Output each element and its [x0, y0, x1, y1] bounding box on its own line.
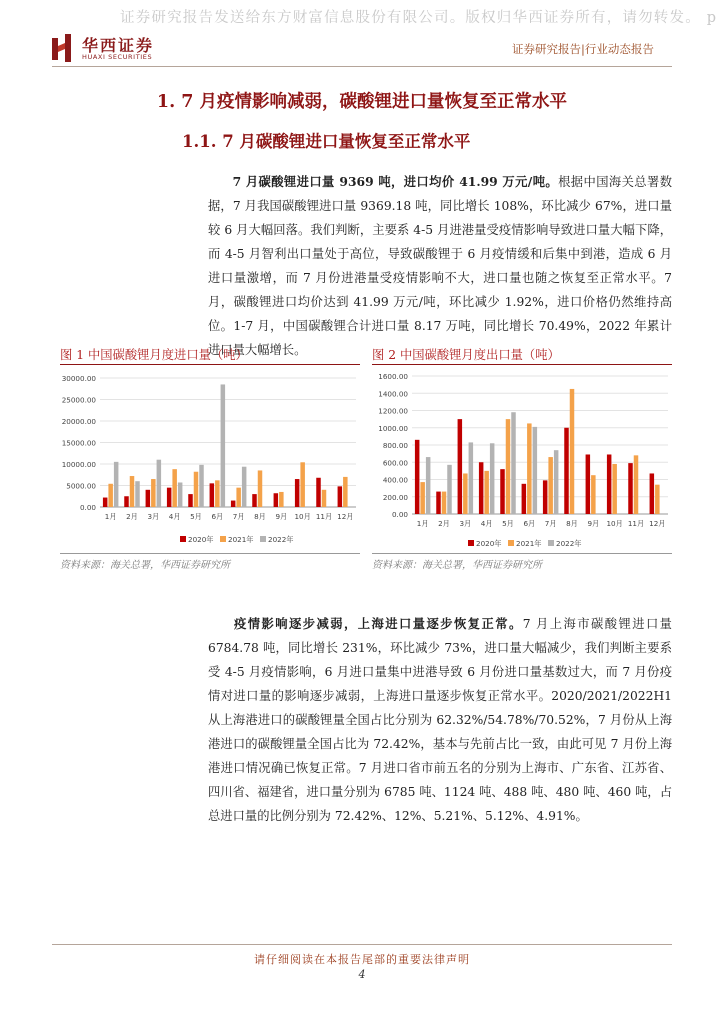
x-tick-label: 10月	[294, 512, 311, 521]
figure1-rule	[60, 364, 360, 365]
figure2-rule	[372, 364, 672, 365]
bar-2022年-3月	[469, 442, 474, 514]
bar-2022年-1月	[426, 457, 431, 514]
bar-2022年-6月	[221, 384, 226, 507]
legal-notice: 请仔细阅读在本报告尾部的重要法律声明	[254, 953, 470, 966]
bar-2020年-12月	[650, 473, 655, 514]
export-chart	[372, 368, 672, 550]
x-tick-label: 1月	[104, 512, 117, 521]
bar-2020年-2月	[436, 492, 441, 514]
legend-swatch	[468, 540, 474, 546]
export-chart-x-axis	[417, 519, 666, 528]
y-tick-label: 1400.00	[378, 389, 408, 399]
y-tick-label: 1600.00	[378, 372, 408, 381]
bar-2021年-12月	[343, 477, 348, 507]
x-tick-label: 7月	[232, 512, 245, 521]
logo-name-en: HUAXI SECURITIES	[82, 53, 153, 61]
legend-swatch	[548, 540, 554, 546]
x-tick-label: 12月	[649, 519, 666, 528]
bar-2022年-3月	[157, 460, 162, 507]
x-tick-label: 5月	[502, 519, 514, 528]
logo-name-cn: 华西证券	[82, 36, 155, 55]
legend-label: 2022年	[556, 539, 582, 548]
bar-2021年-9月	[279, 492, 284, 507]
y-tick-label: 0.00	[391, 510, 408, 519]
bar-2021年-10月	[612, 464, 617, 514]
report-type-tag: 证券研究报告|行业动态报告	[512, 42, 654, 56]
y-tick-label: 20000.00	[61, 417, 96, 426]
bar-2020年-7月	[231, 501, 236, 507]
bar-2021年-11月	[634, 455, 639, 514]
paragraph-lead: 疫情影响逐步减弱，上海进口量逐步恢复正常。	[232, 616, 523, 631]
bar-2021年-7月	[236, 488, 241, 507]
y-tick-label: 25000.00	[61, 395, 96, 405]
section-heading: 1. 7 月疫情影响减弱，碳酸锂进口量恢复至正常水平	[156, 92, 568, 112]
bar-2020年-4月	[167, 488, 172, 507]
bar-2021年-12月	[655, 485, 660, 514]
figure1-title: 图 1 中国碳酸锂月度进口量（吨）	[60, 348, 248, 362]
figure1-source-rule	[60, 553, 360, 554]
bar-2020年-9月	[586, 454, 591, 514]
bar-2022年-6月	[533, 427, 538, 514]
x-tick-label: 3月	[147, 512, 160, 521]
bar-2020年-10月	[607, 454, 612, 514]
bar-2020年-4月	[479, 462, 484, 514]
y-tick-label: 30000.00	[61, 374, 96, 383]
paragraph-body: 7 月上海市碳酸锂进口量 6784.78 吨，同比增长 231%，环比减少 73%，进口量大幅减少，我们判断主要系受 4-5 月疫情影响，6 月进口量集中进港导致 6 月份进口量基数过大，而 7 月份疫情对进口量的影响逐步减弱，上海进口量逐步恢复正常水平。2020/2021/2022H1 从上海港进口的碳酸锂量全国占比分别为 62.32%/54.78%/70.52%，7 月份从上海港进口的碳酸锂量全国占比为 72.42%，基本与先前占比一致，由此可见 7 月份上海港进口情况确已恢复正常。7 月进口省市前五名的分别为上海市、广东省、江苏省、四川省、福建省，进口量分别为 6785 吨、1124 吨、488 吨、480 吨、460 吨，占总进口量的比例分别为 72.42%、12%、5.21%、5.12%、4.91%。	[208, 617, 672, 823]
bar-2022年-7月	[554, 450, 559, 514]
legend-swatch	[180, 536, 186, 542]
legend-swatch	[220, 536, 226, 542]
bar-2021年-3月	[151, 479, 156, 507]
export-chart-y-axis	[378, 372, 408, 519]
bar-2021年-6月	[215, 480, 220, 507]
legend-label: 2020年	[476, 539, 502, 548]
bar-2021年-10月	[300, 462, 305, 507]
x-tick-label: 6月	[211, 512, 224, 521]
y-tick-label: 15000.00	[61, 438, 96, 448]
y-tick-label: 0.00	[79, 503, 96, 512]
bar-2020年-5月	[188, 494, 193, 507]
y-tick-label: 5000.00	[66, 481, 96, 491]
x-tick-label: 5月	[190, 512, 202, 521]
subsection-heading: 1.1. 7 月碳酸锂进口量恢复至正常水平	[182, 132, 471, 151]
figure2-title: 图 2 中国碳酸锂月度出口量（吨）	[372, 348, 560, 362]
paragraph-lead: 7 月碳酸锂进口量 9369 吨，进口均价 41.99 万元/吨。	[232, 174, 559, 189]
bar-2021年-4月	[172, 469, 177, 507]
y-tick-label: 1000.00	[378, 423, 408, 433]
bar-2021年-1月	[108, 484, 113, 507]
x-tick-label: 12月	[337, 512, 354, 521]
import-chart-legend	[180, 535, 293, 544]
x-tick-label: 11月	[315, 512, 333, 521]
bar-2021年-5月	[506, 419, 511, 514]
x-tick-label: 6月	[523, 519, 536, 528]
bar-2021年-2月	[442, 492, 447, 514]
import-chart	[60, 368, 360, 550]
export-chart-legend	[468, 539, 581, 548]
bar-2020年-6月	[210, 483, 215, 507]
bar-2020年-6月	[522, 484, 527, 514]
import-chart-bars	[103, 384, 348, 507]
paragraph-body: 根据中国海关总署数据，7 月我国碳酸锂进口量 9369.18 吨，同比增长 108%，环比减少 67%，进口量较 6 月大幅回落。我们判断，主要系 4-5 月进港量受疫情影响导致进口量大幅下降，而 4-5 月智利出口量处于高位，导致碳酸锂于 6 月疫情缓和后集中到港，造成 6 月进口量激增，而 7 月份进港量受疫情影响不大，进口量也随之恢复至正常水平。7 月，碳酸锂进口均价达到 41.99 万元/吨，环比减少 1.92%，进口价格仍然维持高位。1-7 月，中国碳酸锂合计进口量 8.17 万吨，同比增长 70.49%，2022 年累计进口量大幅增长。	[208, 175, 672, 357]
bar-2022年-4月	[490, 443, 495, 514]
footer-divider	[52, 944, 672, 945]
x-tick-label: 1月	[416, 519, 429, 528]
bar-2020年-8月	[564, 428, 569, 514]
import-chart-y-axis	[62, 374, 97, 512]
bar-2020年-11月	[316, 478, 321, 507]
bar-2020年-1月	[103, 498, 108, 507]
bar-2022年-5月	[199, 465, 204, 507]
bar-2020年-3月	[146, 490, 151, 507]
bar-2021年-6月	[527, 423, 532, 514]
import-chart-x-axis	[105, 512, 354, 521]
bar-2020年-8月	[252, 494, 257, 507]
figure2-source: 资料来源：海关总署，华西证券研究所	[372, 560, 542, 571]
bar-2020年-7月	[543, 480, 548, 514]
legend-label: 2020年	[188, 535, 214, 544]
legend-label: 2021年	[516, 539, 542, 548]
export-chart-bars	[415, 389, 660, 514]
bar-2020年-1月	[415, 440, 420, 514]
legend-swatch	[508, 540, 514, 546]
legend-label: 2022年	[268, 535, 294, 544]
paragraph-shanghai	[208, 612, 672, 828]
y-tick-label: 1200.00	[378, 406, 408, 416]
paragraph-import-summary	[208, 170, 672, 362]
bar-2021年-8月	[570, 389, 575, 514]
x-tick-label: 2月	[126, 512, 138, 521]
header-divider	[52, 66, 672, 67]
bar-2021年-8月	[258, 470, 263, 507]
y-tick-label: 400.00	[382, 475, 408, 485]
bar-2021年-3月	[463, 473, 468, 514]
bar-2022年-5月	[511, 412, 516, 514]
y-tick-label: 600.00	[382, 458, 408, 468]
x-tick-label: 10月	[606, 519, 623, 528]
bar-2022年-7月	[242, 467, 247, 507]
x-tick-label: 3月	[459, 519, 472, 528]
x-tick-label: 9月	[587, 519, 600, 528]
bar-2020年-2月	[124, 496, 129, 507]
bar-2022年-2月	[135, 481, 140, 507]
x-tick-label: 8月	[254, 512, 266, 521]
legend-swatch	[260, 536, 266, 542]
page-number: 4	[358, 968, 366, 981]
x-tick-label: 9月	[275, 512, 288, 521]
figure1-source: 资料来源：海关总署，华西证券研究所	[60, 560, 230, 571]
y-tick-label: 800.00	[382, 441, 408, 450]
bar-2022年-2月	[447, 465, 452, 514]
bar-2022年-1月	[114, 462, 119, 507]
x-tick-label: 8月	[566, 519, 578, 528]
x-tick-label: 2月	[438, 519, 450, 528]
bar-2020年-9月	[274, 493, 279, 507]
bar-2022年-4月	[178, 482, 183, 507]
bar-2021年-7月	[548, 457, 553, 514]
bar-2021年-1月	[420, 482, 425, 514]
y-tick-label: 10000.00	[61, 460, 96, 469]
watermark-text: 证券研究报告发送给东方财富信息股份有限公司。版权归华西证券所有，请勿转发。 p	[120, 10, 718, 26]
figure2-source-rule	[372, 553, 672, 554]
bar-2021年-9月	[591, 475, 596, 514]
bar-2020年-3月	[458, 419, 463, 514]
bar-2020年-11月	[628, 463, 633, 514]
legend-label: 2021年	[228, 535, 254, 544]
bar-2020年-12月	[338, 486, 343, 507]
x-tick-label: 4月	[168, 512, 181, 521]
y-tick-label: 200.00	[382, 492, 408, 502]
bar-2020年-5月	[500, 469, 505, 514]
x-tick-label: 4月	[480, 519, 493, 528]
bar-2021年-11月	[322, 490, 327, 507]
x-tick-label: 7月	[544, 519, 557, 528]
bar-2021年-5月	[194, 472, 199, 507]
bar-2021年-2月	[130, 476, 135, 507]
bar-2020年-10月	[295, 479, 300, 507]
x-tick-label: 11月	[627, 519, 645, 528]
logo-icon	[52, 34, 74, 62]
bar-2021年-4月	[484, 471, 489, 514]
